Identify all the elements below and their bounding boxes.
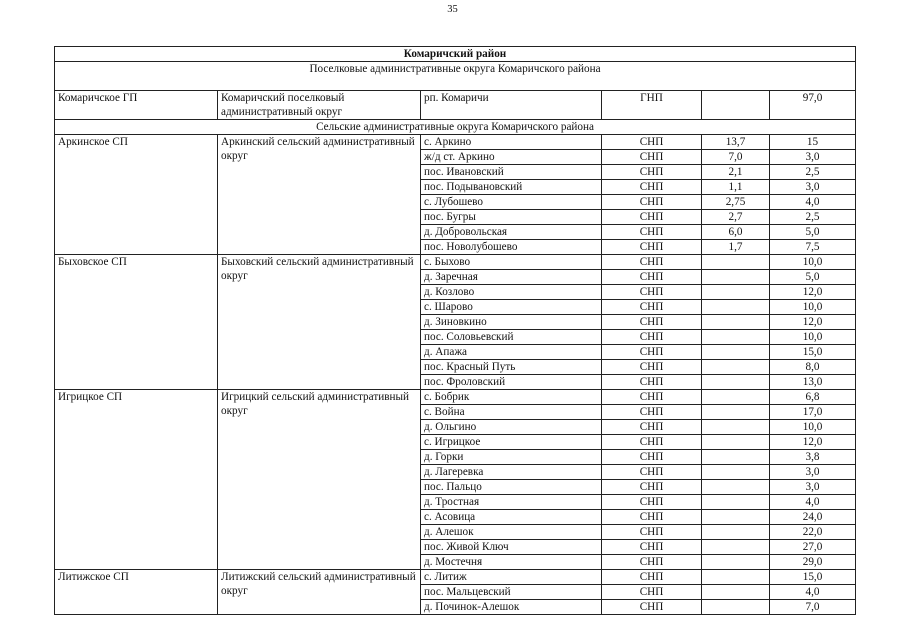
locality-cell: с. Бобрик	[421, 390, 602, 405]
locality-cell: д. Горки	[421, 450, 602, 465]
type-cell: СНП	[602, 450, 702, 465]
type-cell: СНП	[602, 195, 702, 210]
locality-cell: пос. Новолубошево	[421, 240, 602, 255]
value-b-cell: 97,0	[770, 91, 856, 120]
value-a-cell	[702, 300, 770, 315]
type-cell: СНП	[602, 495, 702, 510]
value-b-cell: 15	[770, 135, 856, 150]
type-cell: СНП	[602, 390, 702, 405]
page-number: 35	[447, 4, 458, 15]
type-cell: СНП	[602, 360, 702, 375]
district-cell: Комаричский поселковый административный округ	[218, 91, 421, 120]
value-a-cell: 1,7	[702, 240, 770, 255]
value-b-cell: 3,0	[770, 150, 856, 165]
rural-header-row	[55, 120, 856, 135]
value-a-cell	[702, 315, 770, 330]
value-b-cell: 3,0	[770, 480, 856, 495]
type-cell: СНП	[602, 315, 702, 330]
locality-cell: д. Заречная	[421, 270, 602, 285]
locality-cell: д. Добровольская	[421, 225, 602, 240]
value-b-cell: 4,0	[770, 495, 856, 510]
value-a-cell	[702, 405, 770, 420]
table-row	[55, 255, 856, 270]
rural-section-header: Сельские административные округа Комаричского района	[55, 120, 856, 135]
value-a-cell	[702, 330, 770, 345]
value-a-cell: 13,7	[702, 135, 770, 150]
value-a-cell	[702, 600, 770, 615]
type-cell: СНП	[602, 225, 702, 240]
value-b-cell: 3,0	[770, 465, 856, 480]
table-row	[55, 390, 856, 405]
table-row	[55, 570, 856, 585]
value-b-cell: 6,8	[770, 390, 856, 405]
type-cell: СНП	[602, 255, 702, 270]
type-cell: СНП	[602, 570, 702, 585]
type-cell: СНП	[602, 600, 702, 615]
value-a-cell	[702, 285, 770, 300]
value-b-cell: 3,0	[770, 180, 856, 195]
locality-cell: с. Лубошево	[421, 195, 602, 210]
type-cell: СНП	[602, 405, 702, 420]
district-cell: Игрицкий сельский административный округ	[218, 390, 421, 570]
value-a-cell	[702, 465, 770, 480]
value-b-cell: 27,0	[770, 540, 856, 555]
locality-cell: с. Шарово	[421, 300, 602, 315]
type-cell: СНП	[602, 285, 702, 300]
value-a-cell	[702, 420, 770, 435]
value-a-cell	[702, 375, 770, 390]
value-a-cell	[702, 360, 770, 375]
value-b-cell: 8,0	[770, 360, 856, 375]
type-cell: СНП	[602, 330, 702, 345]
value-b-cell: 4,0	[770, 195, 856, 210]
locality-cell: д. Лагеревка	[421, 465, 602, 480]
region-title: Комаричский район	[55, 47, 856, 62]
value-b-cell: 7,0	[770, 600, 856, 615]
entity-cell: Быховское СП	[55, 255, 218, 390]
settlement-section-header: Поселковые административные округа Комаричского района	[55, 62, 856, 91]
settlement-header-row	[55, 62, 856, 91]
value-b-cell: 12,0	[770, 315, 856, 330]
table-row	[55, 135, 856, 150]
value-a-cell	[702, 270, 770, 285]
type-cell: СНП	[602, 420, 702, 435]
type-cell: СНП	[602, 345, 702, 360]
locality-cell: с. Быхово	[421, 255, 602, 270]
locality-cell: пос. Пальцо	[421, 480, 602, 495]
table-row	[55, 91, 856, 120]
locality-cell: д. Козлово	[421, 285, 602, 300]
locality-cell: ж/д ст. Аркино	[421, 150, 602, 165]
value-b-cell: 12,0	[770, 435, 856, 450]
locality-cell: с. Аркино	[421, 135, 602, 150]
locality-cell: пос. Фроловский	[421, 375, 602, 390]
type-cell: СНП	[602, 240, 702, 255]
locality-cell: пос. Соловьевский	[421, 330, 602, 345]
value-b-cell: 12,0	[770, 285, 856, 300]
value-b-cell: 13,0	[770, 375, 856, 390]
value-b-cell: 17,0	[770, 405, 856, 420]
type-cell: СНП	[602, 135, 702, 150]
locality-cell: с. Война	[421, 405, 602, 420]
value-a-cell: 6,0	[702, 225, 770, 240]
value-b-cell: 4,0	[770, 585, 856, 600]
entity-cell: Комаричское ГП	[55, 91, 218, 120]
value-a-cell	[702, 555, 770, 570]
settlements-table	[54, 46, 856, 615]
locality-cell: с. Игрицкое	[421, 435, 602, 450]
locality-cell: д. Апажа	[421, 345, 602, 360]
district-cell: Быховский сельский административный округ	[218, 255, 421, 390]
value-a-cell	[702, 91, 770, 120]
locality-cell: д. Тростная	[421, 495, 602, 510]
locality-cell: д. Починок-Алешок	[421, 600, 602, 615]
value-a-cell	[702, 450, 770, 465]
value-a-cell	[702, 390, 770, 405]
locality-cell: пос. Красный Путь	[421, 360, 602, 375]
type-cell: СНП	[602, 555, 702, 570]
type-cell: СНП	[602, 525, 702, 540]
region-title-row	[55, 47, 856, 62]
value-b-cell: 3,8	[770, 450, 856, 465]
value-a-cell	[702, 480, 770, 495]
value-b-cell: 10,0	[770, 300, 856, 315]
value-b-cell: 7,5	[770, 240, 856, 255]
type-cell: СНП	[602, 210, 702, 225]
type-cell: СНП	[602, 465, 702, 480]
type-cell: СНП	[602, 510, 702, 525]
value-b-cell: 15,0	[770, 570, 856, 585]
value-b-cell: 24,0	[770, 510, 856, 525]
locality-cell: пос. Мальцевский	[421, 585, 602, 600]
type-cell: СНП	[602, 150, 702, 165]
type-cell: СНП	[602, 540, 702, 555]
locality-cell: пос. Ивановский	[421, 165, 602, 180]
value-b-cell: 5,0	[770, 270, 856, 285]
value-b-cell: 2,5	[770, 165, 856, 180]
value-a-cell	[702, 540, 770, 555]
type-cell: СНП	[602, 180, 702, 195]
locality-cell: пос. Подывановский	[421, 180, 602, 195]
district-cell: Литижский сельский административный округ	[218, 570, 421, 615]
district-cell: Аркинский сельский административный округ	[218, 135, 421, 255]
value-b-cell: 10,0	[770, 420, 856, 435]
value-a-cell: 2,75	[702, 195, 770, 210]
value-b-cell: 10,0	[770, 330, 856, 345]
locality-cell: пос. Бугры	[421, 210, 602, 225]
entity-cell: Игрицкое СП	[55, 390, 218, 570]
locality-cell: пос. Живой Ключ	[421, 540, 602, 555]
value-b-cell: 10,0	[770, 255, 856, 270]
locality-cell: с. Асовица	[421, 510, 602, 525]
value-a-cell	[702, 570, 770, 585]
value-a-cell: 1,1	[702, 180, 770, 195]
value-a-cell	[702, 525, 770, 540]
value-b-cell: 22,0	[770, 525, 856, 540]
type-cell: ГНП	[602, 91, 702, 120]
value-a-cell: 7,0	[702, 150, 770, 165]
value-a-cell: 2,7	[702, 210, 770, 225]
locality-cell: с. Литиж	[421, 570, 602, 585]
type-cell: СНП	[602, 435, 702, 450]
locality-cell: рп. Комаричи	[421, 91, 602, 120]
type-cell: СНП	[602, 270, 702, 285]
locality-cell: д. Алешок	[421, 525, 602, 540]
type-cell: СНП	[602, 375, 702, 390]
type-cell: СНП	[602, 585, 702, 600]
value-a-cell	[702, 585, 770, 600]
value-b-cell: 15,0	[770, 345, 856, 360]
value-b-cell: 5,0	[770, 225, 856, 240]
type-cell: СНП	[602, 300, 702, 315]
value-a-cell: 2,1	[702, 165, 770, 180]
locality-cell: д. Мостечня	[421, 555, 602, 570]
value-a-cell	[702, 255, 770, 270]
value-a-cell	[702, 495, 770, 510]
locality-cell: д. Зиновкино	[421, 315, 602, 330]
type-cell: СНП	[602, 480, 702, 495]
value-a-cell	[702, 435, 770, 450]
locality-cell: д. Ольгино	[421, 420, 602, 435]
value-a-cell	[702, 345, 770, 360]
value-a-cell	[702, 510, 770, 525]
entity-cell: Аркинское СП	[55, 135, 218, 255]
type-cell: СНП	[602, 165, 702, 180]
value-b-cell: 29,0	[770, 555, 856, 570]
value-b-cell: 2,5	[770, 210, 856, 225]
entity-cell: Литижское СП	[55, 570, 218, 615]
